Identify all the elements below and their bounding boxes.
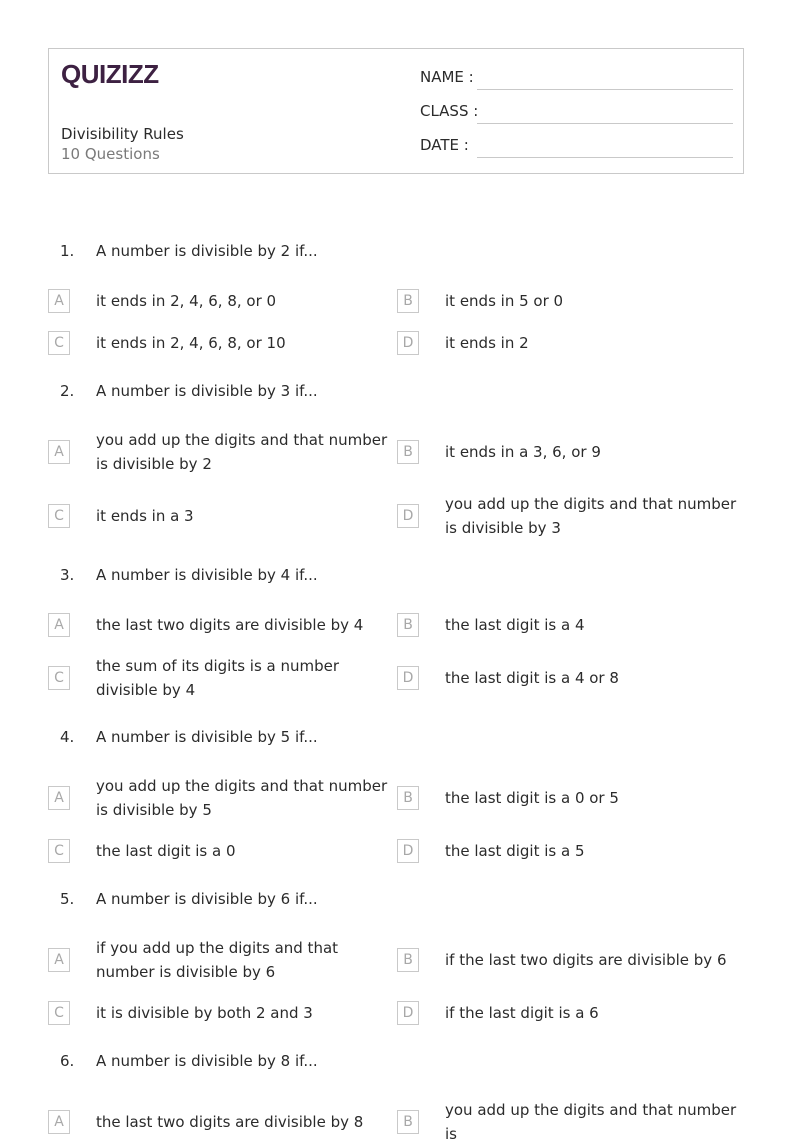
option-text: you add up the digits and that number is divisible by 3 [445, 495, 737, 537]
option-letter-badge: D [397, 504, 419, 528]
option-letter-badge: A [48, 948, 70, 972]
option-text: if you add up the digits and that number is divisible by 6 [96, 939, 339, 981]
option-text: it ends in a 3 [96, 507, 194, 525]
option-text: the last two digits are divisible by 4 [96, 616, 364, 634]
question-number: 3. [60, 566, 75, 584]
option-letter-badge: A [48, 786, 70, 810]
option-text: it ends in a 3, 6, or 9 [445, 443, 601, 461]
option-text: it ends in 2, 4, 6, 8, or 0 [96, 292, 277, 310]
option-letter-badge: B [397, 948, 419, 972]
question-text: A number is divisible by 4 if... [96, 566, 318, 584]
option-b [397, 1098, 746, 1143]
option-text: the last digit is a 4 [445, 616, 585, 634]
option-text: the last digit is a 5 [445, 842, 585, 860]
question-text: A number is divisible by 2 if... [96, 242, 318, 260]
question-text: A number is divisible by 6 if... [96, 890, 318, 908]
option-text: it is divisible by both 2 and 3 [96, 1004, 313, 1022]
question-count: 10 Questions [61, 145, 160, 163]
option-letter-badge: C [48, 839, 70, 863]
question-text: A number is divisible by 5 if... [96, 728, 318, 746]
option-letter-badge: A [48, 613, 70, 637]
option-letter-badge: D [397, 1001, 419, 1025]
option-text: you add up the digits and that number is divisible by 2 [96, 431, 388, 473]
option-letter-badge: B [397, 440, 419, 464]
option-a [48, 1098, 397, 1131]
option-text: the last digit is a 0 [96, 842, 236, 860]
worksheet-title: Divisibility Rules [61, 125, 184, 143]
option-text: you add up the digits and that number is divisible by 5 [96, 777, 388, 819]
date-label: DATE : [420, 136, 469, 154]
option-text: it ends in 5 or 0 [445, 292, 564, 310]
option-text: if the last two digits are divisible by 6 [445, 951, 727, 969]
option-letter-badge: B [397, 289, 419, 313]
question-number: 4. [60, 728, 75, 746]
option-text: the sum of its digits is a number divisible by 4 [96, 657, 340, 699]
question-text: A number is divisible by 3 if... [96, 382, 318, 400]
question-number: 2. [60, 382, 75, 400]
question-number: 5. [60, 890, 75, 908]
option-text: it ends in 2 [445, 334, 529, 352]
quizizz-logo: QUIZIZZ [61, 59, 159, 89]
option-text: if the last digit is a 6 [445, 1004, 599, 1022]
class-label: CLASS : [420, 102, 479, 120]
option-text: it ends in 2, 4, 6, 8, or 10 [96, 334, 286, 352]
option-letter-badge: A [48, 289, 70, 313]
option-letter-badge: C [48, 1001, 70, 1025]
option-text: the last digit is a 0 or 5 [445, 789, 619, 807]
option-text: you add up the digits and that number is [445, 1101, 737, 1143]
question-text: A number is divisible by 8 if... [96, 1052, 318, 1070]
option-letter-badge: B [397, 786, 419, 810]
option-letter-badge: A [48, 1110, 70, 1134]
option-letter-badge: D [397, 331, 419, 355]
option-letter-badge: B [397, 1110, 419, 1134]
option-letter-badge: D [397, 666, 419, 690]
option-letter-badge: B [397, 613, 419, 637]
question-number: 1. [60, 242, 75, 260]
name-label: NAME : [420, 68, 474, 86]
option-letter-badge: A [48, 440, 70, 464]
option-text: the last two digits are divisible by 8 [96, 1113, 364, 1131]
option-letter-badge: C [48, 666, 70, 690]
question-number: 6. [60, 1052, 75, 1070]
option-letter-badge: C [48, 504, 70, 528]
option-text: the last digit is a 4 or 8 [445, 669, 619, 687]
option-letter-badge: C [48, 331, 70, 355]
option-letter-badge: D [397, 839, 419, 863]
